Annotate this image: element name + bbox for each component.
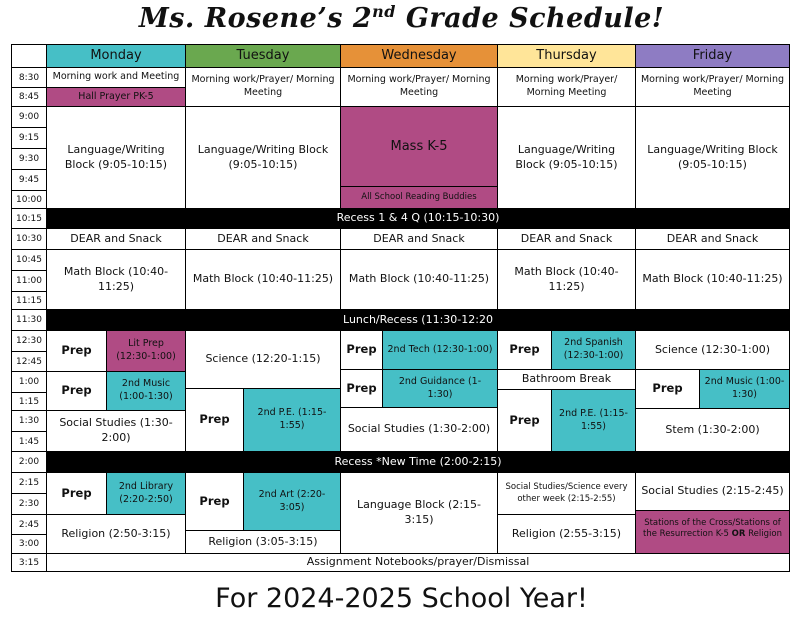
recess-bar: Recess 1 & 4 Q (10:15-10:30) bbox=[46, 208, 790, 229]
time-label: 10:15 bbox=[11, 208, 47, 229]
day-header-tuesday: Tuesday bbox=[185, 44, 341, 68]
thursday-math-block: Math Block (10:40-11:25) bbox=[497, 249, 636, 310]
monday-prep: Prep bbox=[46, 371, 107, 411]
monday-library: 2nd Library (2:20-2:50) bbox=[106, 472, 186, 515]
thursday-dear: DEAR and Snack bbox=[497, 228, 636, 250]
footer-school-year: For 2024-2025 School Year! bbox=[215, 583, 588, 614]
page-title: Ms. Rosene’s 2nd Grade Schedule! bbox=[138, 2, 665, 34]
time-label: 10:45 bbox=[11, 249, 47, 271]
friday-music: 2nd Music (1:00-1:30) bbox=[699, 369, 790, 409]
wednesday-social-studies: Social Studies (1:30-2:00) bbox=[340, 407, 498, 452]
time-label: 1:45 bbox=[11, 431, 47, 452]
time-label: 10:30 bbox=[11, 228, 47, 250]
day-header-friday: Friday bbox=[635, 44, 790, 68]
friday-math-block: Math Block (10:40-11:25) bbox=[635, 249, 790, 310]
corner-cell bbox=[11, 44, 47, 68]
time-label: 11:15 bbox=[11, 291, 47, 310]
friday-stations: Stations of the Cross/Stations of the Resurrection K-5 OR Religion bbox=[635, 510, 790, 554]
time-label: 2:45 bbox=[11, 514, 47, 535]
tuesday-science: Science (12:20-1:15) bbox=[185, 330, 341, 389]
monday-morning: Morning work and Meeting bbox=[46, 67, 186, 88]
thursday-social-science: Social Studies/Science every other week (2:15-2:55) bbox=[497, 472, 636, 515]
time-label: 8:30 bbox=[11, 67, 47, 88]
monday-language-block: Language/Writing Block (9:05-10:15) bbox=[46, 106, 186, 209]
time-label: 9:30 bbox=[11, 148, 47, 170]
tuesday-math-block: Math Block (10:40-11:25) bbox=[185, 249, 341, 310]
time-label: 11:00 bbox=[11, 270, 47, 292]
friday-morning: Morning work/Prayer/ Morning Meeting bbox=[635, 67, 790, 107]
tuesday-religion: Religion (3:05-3:15) bbox=[185, 530, 341, 554]
time-label: 12:45 bbox=[11, 351, 47, 372]
day-header-monday: Monday bbox=[46, 44, 186, 68]
friday-language-block: Language/Writing Block (9:05-10:15) bbox=[635, 106, 790, 209]
recess-new-time-bar: Recess *New Time (2:00-2:15) bbox=[46, 451, 790, 473]
monday-lit-prep: Lit Prep (12:30-1:00) bbox=[106, 330, 186, 372]
time-label: 1:00 bbox=[11, 371, 47, 393]
monday-prep: Prep bbox=[46, 330, 107, 372]
time-label: 12:30 bbox=[11, 330, 47, 352]
friday-prep: Prep bbox=[635, 369, 700, 409]
monday-math-block: Math Block (10:40-11:25) bbox=[46, 249, 186, 310]
friday-stem: Stem (1:30-2:00) bbox=[635, 408, 790, 452]
time-label: 9:45 bbox=[11, 169, 47, 191]
monday-dear: DEAR and Snack bbox=[46, 228, 186, 250]
time-label: 2:15 bbox=[11, 472, 47, 494]
lunch-bar: Lunch/Recess (11:30-12:20 bbox=[46, 309, 790, 331]
thursday-prep: Prep bbox=[497, 330, 552, 370]
time-label: 1:15 bbox=[11, 392, 47, 411]
tuesday-dear: DEAR and Snack bbox=[185, 228, 341, 250]
time-label: 9:15 bbox=[11, 127, 47, 149]
wednesday-prep: Prep bbox=[340, 369, 383, 408]
tuesday-pe: 2nd P.E. (1:15-1:55) bbox=[243, 388, 341, 452]
wednesday-guidance: 2nd Guidance (1-1:30) bbox=[382, 369, 498, 408]
wednesday-dear: DEAR and Snack bbox=[340, 228, 498, 250]
time-label: 3:00 bbox=[11, 534, 47, 554]
tuesday-art: 2nd Art (2:20-3:05) bbox=[243, 472, 341, 531]
tuesday-morning: Morning work/Prayer/ Morning Meeting bbox=[185, 67, 341, 107]
wednesday-language-block: Language Block (2:15-3:15) bbox=[340, 472, 498, 554]
wednesday-reading-buddies: All School Reading Buddies bbox=[340, 186, 498, 209]
tuesday-prep: Prep bbox=[185, 388, 244, 452]
thursday-pe: 2nd P.E. (1:15-1:55) bbox=[551, 389, 636, 452]
monday-music: 2nd Music (1:00-1:30) bbox=[106, 371, 186, 411]
friday-dear: DEAR and Snack bbox=[635, 228, 790, 250]
friday-social-studies: Social Studies (2:15-2:45) bbox=[635, 472, 790, 511]
thursday-morning: Morning work/Prayer/ Morning Meeting bbox=[497, 67, 636, 107]
tuesday-language-block: Language/Writing Block (9:05-10:15) bbox=[185, 106, 341, 209]
day-header-thursday: Thursday bbox=[497, 44, 636, 68]
monday-religion: Religion (2:50-3:15) bbox=[46, 514, 186, 554]
time-label: 1:30 bbox=[11, 410, 47, 432]
thursday-prep: Prep bbox=[497, 389, 552, 452]
wednesday-morning: Morning work/Prayer/ Morning Meeting bbox=[340, 67, 498, 107]
time-label: 3:15 bbox=[11, 553, 47, 572]
dismissal-row: Assignment Notebooks/prayer/Dismissal bbox=[46, 553, 790, 572]
time-label: 9:00 bbox=[11, 106, 47, 128]
wednesday-mass: Mass K-5 bbox=[340, 106, 498, 187]
time-label: 8:45 bbox=[11, 87, 47, 107]
monday-hall-prayer: Hall Prayer PK-5 bbox=[46, 87, 186, 107]
monday-social-studies: Social Studies (1:30-2:00) bbox=[46, 410, 186, 452]
thursday-spanish: 2nd Spanish (12:30-1:00) bbox=[551, 330, 636, 370]
time-label: 10:00 bbox=[11, 190, 47, 209]
monday-prep: Prep bbox=[46, 472, 107, 515]
thursday-language-block: Language/Writing Block (9:05-10:15) bbox=[497, 106, 636, 209]
time-label: 2:30 bbox=[11, 493, 47, 515]
tuesday-prep: Prep bbox=[185, 472, 244, 531]
wednesday-tech: 2nd Tech (12:30-1:00) bbox=[382, 330, 498, 370]
wednesday-math-block: Math Block (10:40-11:25) bbox=[340, 249, 498, 310]
day-header-wednesday: Wednesday bbox=[340, 44, 498, 68]
time-label: 11:30 bbox=[11, 309, 47, 331]
thursday-bathroom-break: Bathroom Break bbox=[497, 369, 636, 390]
thursday-religion: Religion (2:55-3:15) bbox=[497, 514, 636, 554]
wednesday-prep: Prep bbox=[340, 330, 383, 370]
friday-science: Science (12:30-1:00) bbox=[635, 330, 790, 370]
time-label: 2:00 bbox=[11, 451, 47, 473]
